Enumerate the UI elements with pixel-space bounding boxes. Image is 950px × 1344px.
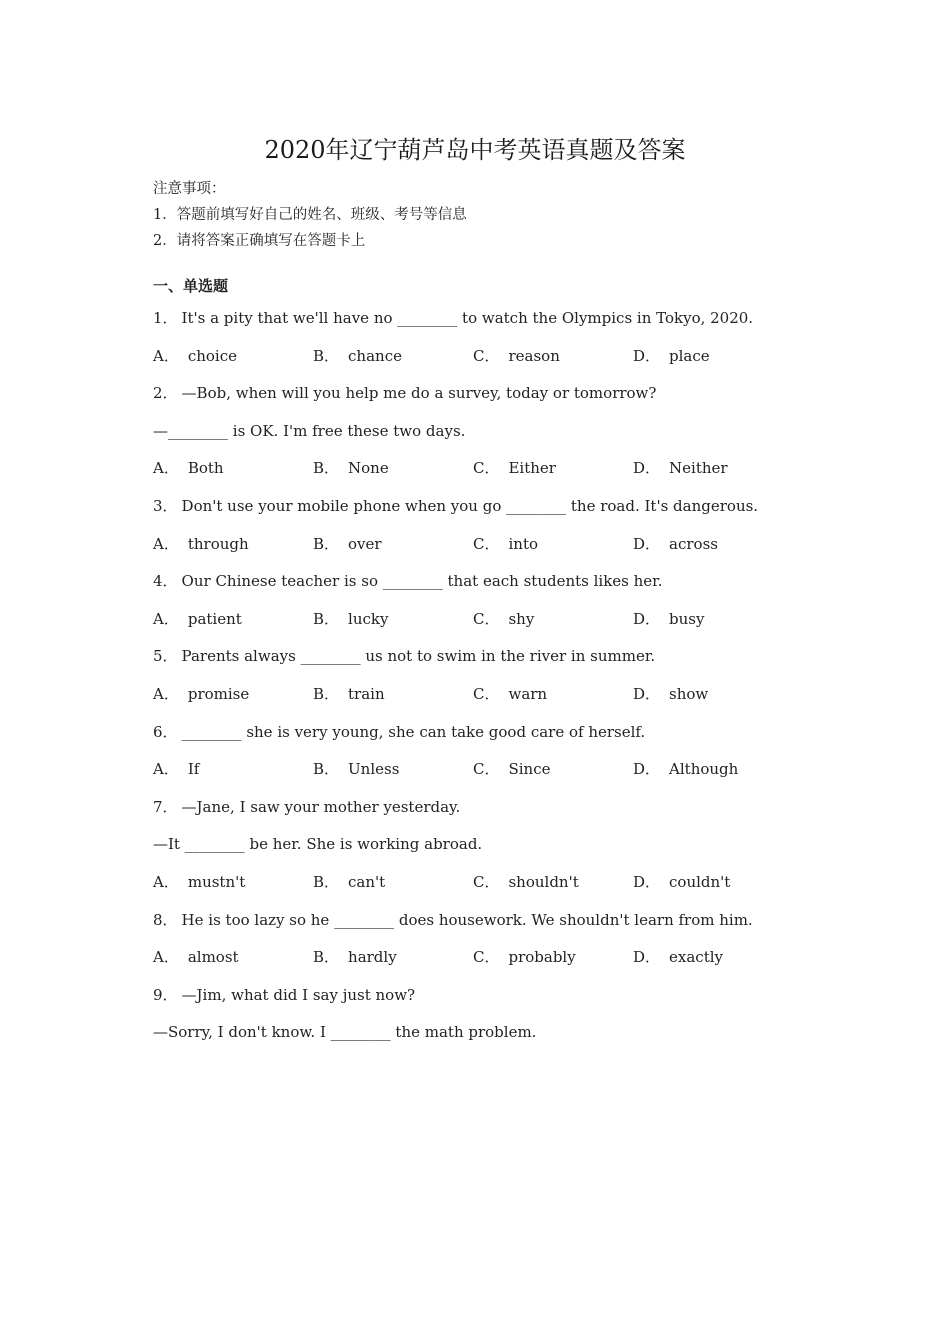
answer-option (633, 343, 793, 381)
question-text: Don't use your mobile phone when you go ________ the road. It's dangerous. (181, 496, 759, 515)
option-letter: B． (313, 760, 340, 779)
option-letter: A． (153, 872, 179, 891)
document-title: 2020年辽宁葫芦岛中考英语真题及答案 (264, 136, 686, 164)
question-number: 3． (153, 496, 178, 515)
option-text: Unless (348, 760, 400, 779)
option-letter: A． (153, 948, 179, 967)
option-letter: B． (313, 534, 340, 553)
option-text: shy (508, 609, 535, 628)
option-text: train (348, 684, 385, 703)
question-text: —Bob, when will you help me do a survey, today or tomorrow? (181, 384, 657, 403)
question-number: 7． (153, 797, 178, 816)
option-letter: A． (153, 684, 179, 703)
option-letter: C． (473, 346, 500, 365)
answer-option (633, 531, 793, 569)
answer-option (473, 455, 633, 493)
option-text: couldn't (669, 872, 731, 891)
option-text: busy (669, 609, 705, 628)
answer-option (473, 681, 633, 719)
answer-option (633, 606, 793, 644)
notes-item: 1．答题前填写好自己的姓名、班级、考号等信息 (153, 207, 467, 223)
question-line (153, 907, 793, 945)
answer-option (633, 756, 793, 794)
option-text: through (187, 534, 249, 553)
question-text: Parents always ________ us not to swim in the river in summer. (181, 647, 656, 666)
option-text: Both (187, 459, 224, 478)
answer-option (153, 756, 313, 794)
answer-options (153, 756, 793, 794)
question-number: 5． (153, 647, 178, 666)
answer-option (153, 531, 313, 569)
answer-options (153, 455, 793, 493)
answer-option (473, 944, 633, 982)
question-line (153, 380, 793, 418)
question-line (153, 719, 793, 757)
answer-option (153, 869, 313, 907)
question-list (153, 305, 793, 1057)
answer-option (313, 869, 473, 907)
option-letter: D． (633, 684, 661, 703)
option-text: promise (187, 684, 250, 703)
option-letter: B． (313, 948, 340, 967)
question-number: 6． (153, 722, 178, 741)
answer-option (633, 681, 793, 719)
answer-option (633, 869, 793, 907)
option-letter: C． (473, 760, 500, 779)
question-line (153, 418, 793, 456)
answer-option (313, 944, 473, 982)
question-line (153, 794, 793, 832)
question-text: —Jane, I saw your mother yesterday. (181, 797, 461, 816)
answer-option (153, 455, 313, 493)
question-text: —It ________ be her. She is working abroad. (153, 835, 483, 854)
option-letter: A． (153, 609, 179, 628)
answer-option (633, 944, 793, 982)
option-letter: C． (473, 684, 500, 703)
option-letter: D． (633, 534, 661, 553)
option-text: None (348, 459, 389, 478)
option-letter: B． (313, 872, 340, 891)
answer-options (153, 343, 793, 381)
answer-option (473, 343, 633, 381)
question-text: —________ is OK. I'm free these two days. (153, 421, 466, 440)
answer-options (153, 944, 793, 982)
question-text: —Sorry, I don't know. I ________ the math problem. (153, 1023, 537, 1042)
option-letter: C． (473, 534, 500, 553)
question-text: It's a pity that we'll have no ________ to watch the Olympics in Tokyo, 2020. (181, 309, 754, 327)
option-text: probably (508, 948, 576, 967)
notes-block (153, 176, 467, 254)
answer-option (153, 681, 313, 719)
option-text: show (669, 684, 709, 703)
option-text: Neither (669, 459, 728, 478)
option-letter: B． (313, 346, 340, 365)
option-text: almost (187, 948, 239, 967)
option-letter: D． (633, 760, 661, 779)
question-line (153, 831, 793, 869)
answer-option (473, 869, 633, 907)
option-text: over (348, 534, 382, 553)
answer-option (473, 606, 633, 644)
option-text: warn (508, 684, 548, 703)
answer-option (153, 606, 313, 644)
question-number: 4． (153, 572, 178, 591)
option-text: choice (187, 346, 238, 365)
question-line (153, 568, 793, 606)
question-line (153, 643, 793, 681)
option-letter: D． (633, 948, 661, 967)
option-letter: C． (473, 948, 500, 967)
option-letter: C． (473, 872, 500, 891)
answer-option (313, 606, 473, 644)
option-letter: D． (633, 872, 661, 891)
option-text: lucky (348, 609, 389, 628)
option-letter: B． (313, 609, 340, 628)
option-text: place (669, 346, 710, 365)
answer-options (153, 681, 793, 719)
question-text: He is too lazy so he ________ does housework. We shouldn't learn from him. (181, 910, 753, 929)
option-letter: A． (153, 346, 179, 365)
question-line (153, 493, 793, 531)
question-line (153, 305, 793, 343)
answer-option (153, 343, 313, 381)
answer-option (313, 756, 473, 794)
option-text: into (508, 534, 539, 553)
option-text: shouldn't (508, 872, 579, 891)
question-number: 1． (153, 309, 178, 327)
option-text: hardly (348, 948, 397, 967)
option-letter: B． (313, 684, 340, 703)
option-letter: C． (473, 459, 500, 478)
option-text: can't (348, 872, 386, 891)
option-text: Since (508, 760, 551, 779)
option-text: reason (508, 346, 560, 365)
answer-option (153, 944, 313, 982)
answer-option (313, 531, 473, 569)
answer-options (153, 869, 793, 907)
option-text: across (669, 534, 718, 553)
question-line (153, 982, 793, 1020)
question-number: 8． (153, 910, 178, 929)
option-letter: C． (473, 609, 500, 628)
answer-options (153, 531, 793, 569)
option-letter: A． (153, 760, 179, 779)
notes-item: 2．请将答案正确填写在答题卡上 (153, 233, 366, 249)
option-text: Either (508, 459, 556, 478)
option-letter: D． (633, 609, 661, 628)
answer-option (313, 455, 473, 493)
answer-options (153, 606, 793, 644)
answer-option (313, 681, 473, 719)
section-heading: 一、单选题 (153, 277, 229, 295)
option-text: chance (348, 346, 402, 365)
answer-option (473, 756, 633, 794)
question-number: 9． (153, 985, 178, 1004)
option-text: mustn't (187, 872, 246, 891)
question-text: ________ she is very young, she can take good care of herself. (181, 722, 646, 741)
option-letter: B． (313, 459, 340, 478)
question-text: Our Chinese teacher is so ________ that each students likes her. (181, 572, 663, 591)
question-number: 2． (153, 384, 178, 403)
notes-heading: 注意事项： (153, 181, 226, 197)
option-text: exactly (669, 948, 724, 967)
option-letter: D． (633, 459, 661, 478)
option-letter: D． (633, 346, 661, 365)
option-text: Although (669, 760, 739, 779)
option-text: If (187, 760, 200, 779)
answer-option (473, 531, 633, 569)
question-line (153, 1019, 793, 1057)
option-letter: A． (153, 534, 179, 553)
option-letter: A． (153, 459, 179, 478)
question-text: —Jim, what did I say just now? (181, 985, 416, 1004)
answer-option (313, 343, 473, 381)
answer-option (633, 455, 793, 493)
option-text: patient (187, 609, 242, 628)
